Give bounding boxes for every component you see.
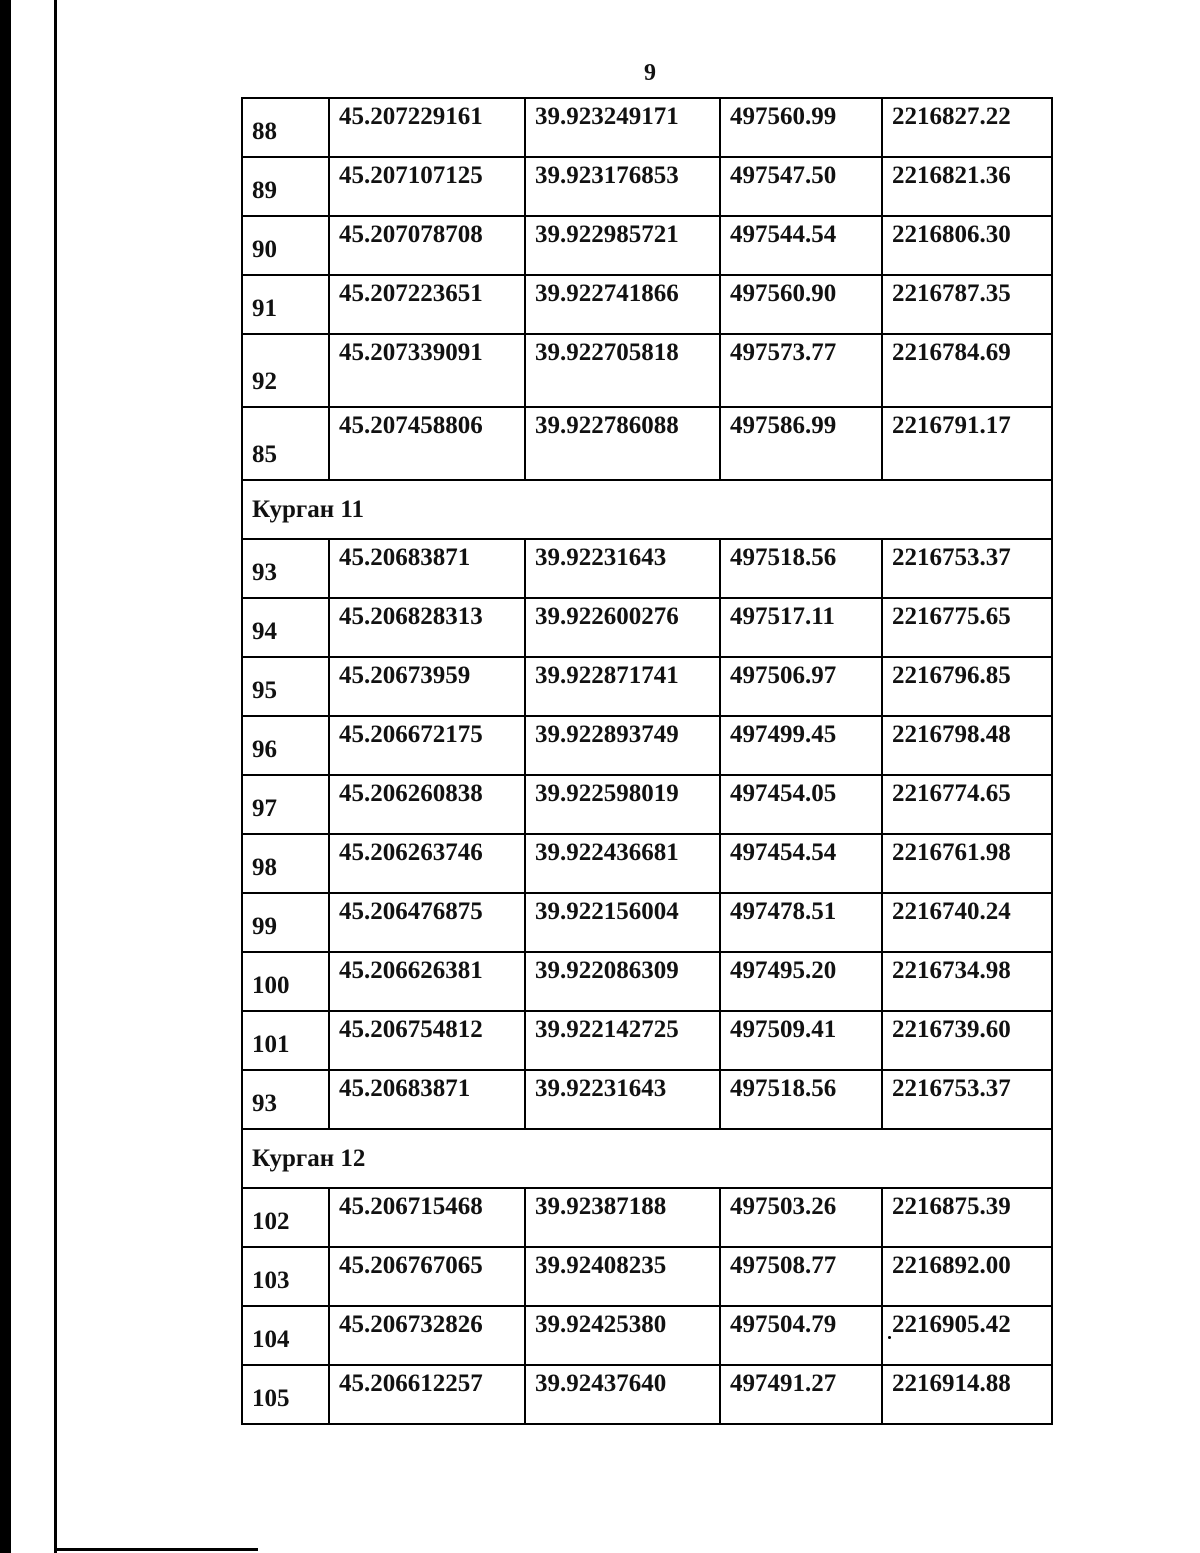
latitude-cell: 45.20683871 (329, 539, 525, 598)
page-number: 9 (644, 60, 656, 86)
x-coordinate-cell: 497478.51 (720, 893, 882, 952)
table-row (242, 157, 1052, 216)
longitude-cell: 39.922985721 (525, 216, 720, 275)
y-coordinate-cell: 2216774.65 (882, 775, 1052, 834)
point-number-cell: 105 (242, 1365, 329, 1424)
table-row (242, 98, 1052, 157)
point-number-cell: 99 (242, 893, 329, 952)
x-coordinate-cell: 497499.45 (720, 716, 882, 775)
coordinates-table (241, 97, 1053, 1425)
table-row (242, 952, 1052, 1011)
table-row (242, 834, 1052, 893)
table-row (242, 1011, 1052, 1070)
y-coordinate-cell: 2216905.42 (882, 1306, 1052, 1365)
longitude-cell: 39.922086309 (525, 952, 720, 1011)
y-coordinate-cell: 2216875.39 (882, 1188, 1052, 1247)
x-coordinate-cell: 497504.79 (720, 1306, 882, 1365)
x-coordinate-cell: 497544.54 (720, 216, 882, 275)
point-number-cell: 89 (242, 157, 329, 216)
section-title: Курган 12 (242, 1129, 1052, 1188)
y-coordinate-cell: 2216892.00 (882, 1247, 1052, 1306)
x-coordinate-cell: 497547.50 (720, 157, 882, 216)
y-coordinate-cell: 2216791.17 (882, 407, 1052, 480)
point-number-cell: 97 (242, 775, 329, 834)
y-coordinate-cell: 2216914.88 (882, 1365, 1052, 1424)
latitude-cell: 45.206767065 (329, 1247, 525, 1306)
x-coordinate-cell: 497454.54 (720, 834, 882, 893)
y-coordinate-cell: 2216761.98 (882, 834, 1052, 893)
longitude-cell: 39.92231643 (525, 539, 720, 598)
latitude-cell: 45.206260838 (329, 775, 525, 834)
latitude-cell: 45.206612257 (329, 1365, 525, 1424)
latitude-cell: 45.206263746 (329, 834, 525, 893)
latitude-cell: 45.206732826 (329, 1306, 525, 1365)
y-coordinate-cell: 2216798.48 (882, 716, 1052, 775)
latitude-cell: 45.206476875 (329, 893, 525, 952)
y-coordinate-cell: 2216753.37 (882, 1070, 1052, 1129)
table-row (242, 539, 1052, 598)
y-coordinate-cell: 2216775.65 (882, 598, 1052, 657)
scan-edge-bar (0, 0, 11, 1553)
point-number-cell: 93 (242, 539, 329, 598)
x-coordinate-cell: 497517.11 (720, 598, 882, 657)
x-coordinate-cell: 497491.27 (720, 1365, 882, 1424)
point-number-cell: 101 (242, 1011, 329, 1070)
table-row (242, 275, 1052, 334)
longitude-cell: 39.92425380 (525, 1306, 720, 1365)
section-title: Курган 11 (242, 480, 1052, 539)
point-number-cell: 85 (242, 407, 329, 480)
point-number-cell: 94 (242, 598, 329, 657)
table-row (242, 598, 1052, 657)
latitude-cell: 45.206672175 (329, 716, 525, 775)
longitude-cell: 39.923249171 (525, 98, 720, 157)
point-number-cell: 93 (242, 1070, 329, 1129)
section-header-row (242, 480, 1052, 539)
x-coordinate-cell: 497454.05 (720, 775, 882, 834)
y-coordinate-cell: 2216734.98 (882, 952, 1052, 1011)
table-row (242, 1365, 1052, 1424)
latitude-cell: 45.206754812 (329, 1011, 525, 1070)
y-coordinate-cell: 2216784.69 (882, 334, 1052, 407)
y-coordinate-cell: 2216821.36 (882, 157, 1052, 216)
longitude-cell: 39.922156004 (525, 893, 720, 952)
latitude-cell: 45.206715468 (329, 1188, 525, 1247)
table-row (242, 657, 1052, 716)
table-row (242, 716, 1052, 775)
latitude-cell: 45.207078708 (329, 216, 525, 275)
point-number-cell: 102 (242, 1188, 329, 1247)
latitude-cell: 45.20673959 (329, 657, 525, 716)
longitude-cell: 39.922871741 (525, 657, 720, 716)
x-coordinate-cell: 497506.97 (720, 657, 882, 716)
table-row (242, 1070, 1052, 1129)
table-row (242, 1188, 1052, 1247)
longitude-cell: 39.922786088 (525, 407, 720, 480)
longitude-cell: 39.92408235 (525, 1247, 720, 1306)
latitude-cell: 45.206828313 (329, 598, 525, 657)
latitude-cell: 45.207223651 (329, 275, 525, 334)
point-number-cell: 88 (242, 98, 329, 157)
y-coordinate-cell: 2216753.37 (882, 539, 1052, 598)
x-coordinate-cell: 497495.20 (720, 952, 882, 1011)
table-row (242, 893, 1052, 952)
x-coordinate-cell: 497518.56 (720, 1070, 882, 1129)
y-coordinate-cell: 2216787.35 (882, 275, 1052, 334)
x-coordinate-cell: 497560.90 (720, 275, 882, 334)
table-row (242, 1247, 1052, 1306)
table-row (242, 775, 1052, 834)
y-coordinate-cell: 2216796.85 (882, 657, 1052, 716)
point-number-cell: 100 (242, 952, 329, 1011)
latitude-cell: 45.207107125 (329, 157, 525, 216)
x-coordinate-cell: 497560.99 (720, 98, 882, 157)
latitude-cell: 45.20683871 (329, 1070, 525, 1129)
longitude-cell: 39.922741866 (525, 275, 720, 334)
y-coordinate-cell: 2216806.30 (882, 216, 1052, 275)
longitude-cell: 39.922142725 (525, 1011, 720, 1070)
scan-bottom-line (54, 1548, 258, 1551)
x-coordinate-cell: 497509.41 (720, 1011, 882, 1070)
x-coordinate-cell: 497518.56 (720, 539, 882, 598)
scan-margin-line (54, 0, 57, 1553)
point-number-cell: 96 (242, 716, 329, 775)
longitude-cell: 39.922893749 (525, 716, 720, 775)
longitude-cell: 39.92437640 (525, 1365, 720, 1424)
x-coordinate-cell: 497586.99 (720, 407, 882, 480)
latitude-cell: 45.206626381 (329, 952, 525, 1011)
table-row (242, 407, 1052, 480)
point-number-cell: 95 (242, 657, 329, 716)
point-number-cell: 98 (242, 834, 329, 893)
latitude-cell: 45.207458806 (329, 407, 525, 480)
table-row (242, 334, 1052, 407)
point-number-cell: 103 (242, 1247, 329, 1306)
point-number-cell: 92 (242, 334, 329, 407)
section-header-row (242, 1129, 1052, 1188)
longitude-cell: 39.92231643 (525, 1070, 720, 1129)
point-number-cell: 104 (242, 1306, 329, 1365)
latitude-cell: 45.207229161 (329, 98, 525, 157)
x-coordinate-cell: 497573.77 (720, 334, 882, 407)
table-row (242, 216, 1052, 275)
longitude-cell: 39.922436681 (525, 834, 720, 893)
point-number-cell: 91 (242, 275, 329, 334)
longitude-cell: 39.92387188 (525, 1188, 720, 1247)
longitude-cell: 39.922705818 (525, 334, 720, 407)
x-coordinate-cell: 497508.77 (720, 1247, 882, 1306)
y-coordinate-cell: 2216740.24 (882, 893, 1052, 952)
longitude-cell: 39.922598019 (525, 775, 720, 834)
latitude-cell: 45.207339091 (329, 334, 525, 407)
table-row (242, 1306, 1052, 1365)
scan-speck (888, 1336, 891, 1339)
y-coordinate-cell: 2216827.22 (882, 98, 1052, 157)
coordinates-table-body (242, 98, 1052, 1424)
y-coordinate-cell: 2216739.60 (882, 1011, 1052, 1070)
longitude-cell: 39.922600276 (525, 598, 720, 657)
point-number-cell: 90 (242, 216, 329, 275)
x-coordinate-cell: 497503.26 (720, 1188, 882, 1247)
longitude-cell: 39.923176853 (525, 157, 720, 216)
